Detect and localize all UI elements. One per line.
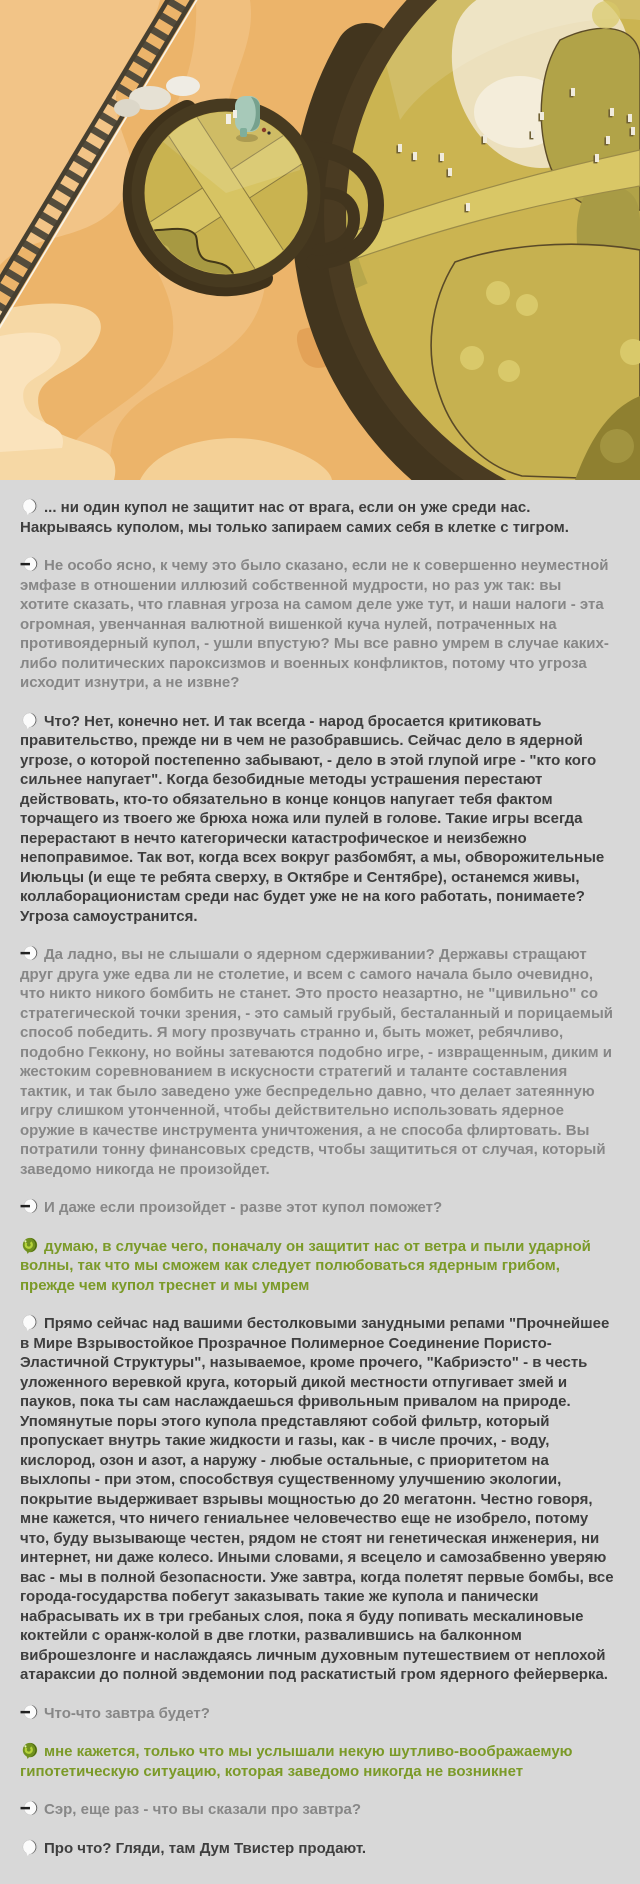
dialogue-message (20, 1800, 614, 1820)
dialogue-message (20, 945, 614, 1179)
illustration-canvas (0, 0, 640, 480)
reply-arrow-bubble-icon (20, 556, 39, 573)
speech-bubble-icon (20, 498, 39, 515)
message-text: Про что? Гляди, там Дум Твистер продают. (44, 1839, 367, 1857)
dialogue-message (20, 556, 614, 693)
reply-arrow-bubble-icon (20, 1800, 39, 1817)
message-text: Да ладно, вы не слышали о ядерном сдерживании? Державы стращают друг друга уже едва ли не столетие, и всем с самого начала было очевидно, что никто никого бомбить не станет. Это просто неазартно, не "цивильно" со стратегической точки зрения, - это самый грубый, бесталанный и порицаемый способ победить. Я могу прозвучать странно и, быть может, ребячливо, подобно Геккону, но войны затеваются подобно игре, - извращенным, диким и жестоким соревнованием в искусности стратегий и таланте составления тактик, и так было заведено уже беспредельно давно, что делает затеянную игру слишком утонченной, чтобы действительно использовать ядерное оружие в качестве инструмента уничтожения, а не способа флиртовать. Вы потратили тонну финансовых средств, чтобы защититься от случая, который заведомо никогда не произойдет. (20, 946, 613, 1178)
dialogue-message (20, 498, 614, 537)
message-text: Что? Нет, конечно нет. И так всегда - народ бросается критиковать правительство, прежде ни в чем не разобравшись. Сейчас дело в ядерной угрозе, о которой постепенно забывают, - дело в этой глупой игре - "кто кого сильнее напугает". Когда безобидные методы устрашения перестают действовать, кто-то обязательно в конце концов напугает тебя фактом торчащего из твоего же брюха ножа или пулей в голове. Такие игры всегда перерастают в нечто категорически катастрофическое и неизбежно непоправимое. Так вот, когда всех вокруг разбомбят, а мы, обворожительные Июльцы (и еще те ребята сверху, в Октябре и Сентябре), останемся живы, коллаборационистам среди нас будет уже не на кого работать, понимаете? Угроза самоустранится. (20, 712, 605, 925)
green-speech-bubble-icon (20, 1742, 39, 1759)
dialogue-message (20, 1237, 614, 1296)
message-text: И даже если произойдет - разве этот купол поможет? (44, 1199, 443, 1216)
message-text: Не особо ясно, к чему это было сказано, если не к совершенно неуместной эмфазе в отношении иллюзий собственной мудрости, но раз уж так: вы хотите сказать, что главная угроза на самом деле уже тут, и наши налоги - эта огромная, увенчанная валютной вишенкой куча нулей, потраченных на противоядерный купол, - ушли впустую? Мы все равно умрем в случае каких-либо политических пароксизмов и военных конфликтов, потому что угроза исходит изнутри, а не извне? (20, 557, 609, 691)
reply-arrow-bubble-icon (20, 1198, 39, 1215)
comic-illustration (0, 0, 640, 480)
dialogue-message (20, 1839, 614, 1859)
speech-bubble-icon (20, 712, 39, 729)
message-text: думаю, в случае чего, поначалу он защитит нас от ветра и пыли ударной волны, так что мы сможем как следует полюбоваться ядерным грибом, прежде чем купол треснет и мы умрем (20, 1237, 591, 1294)
dialogue-message (20, 1742, 614, 1781)
dialogue-message (20, 712, 614, 927)
reply-arrow-bubble-icon (20, 1704, 39, 1721)
speech-bubble-icon (20, 1314, 39, 1331)
green-speech-bubble-icon (20, 1237, 39, 1254)
message-text: мне кажется, только что мы услышали некую шутливо-воображаемую гипотетическую ситуацию, которая заведомо никогда не возникнет (20, 1743, 573, 1780)
message-text: Прямо сейчас над вашими бестолковыми занудными репами "Прочнейшее в Мире Взрывостойкое Прозрачное Полимерное Соединение Пористо-Эластичной Структуры", называемое, кроме прочего, "Кабриэсто" - в честь уложенного веревкой круга, который дикой местности отпугивает змей и пауков, пока ты сам наслаждаешься фривольным привалом на природе. Упомянутые поры этого купола представляют собой фильтр, который пропускает внутрь такие жидкости и газы, как - в числе прочих, - воду, кислород, озон и азот, а наружу - любые остальные, с приоритетом на выхлопы - при этом, способствуя существенному улучшению экологии, покрытие выдерживает взрывы мощностью до 20 мегатонн. Честно говоря, мне кажется, что ничего гениальнее человечество еще не изобрело, потому что, буду вызывающе честен, рядом не стоят ни генетическая инженерия, ни интернет, ни даже колесо. Иными словами, я всецело и самозабвенно уверяю вас - мы в полной безопасности. Уже завтра, когда полетят первые бомбы, все города-государства побегут заказывать такие же купола и панически набрасывать их в три гребаных слоя, пока я буду попивать мескалиновые коктейли с оранж-колой в две глотки, развалившись на балконном виброшезлонге и наслаждаясь личным духовным путешествием от неплохой атараксии до полной эвдемонии под раскатистый гром ядерного фейерверка. (20, 1315, 614, 1683)
reply-arrow-bubble-icon (20, 945, 39, 962)
dialogue-message (20, 1704, 614, 1724)
dialogue-transcript (0, 480, 640, 1884)
dialogue-message (20, 1314, 614, 1685)
message-text: Что-что завтра будет? (44, 1704, 210, 1722)
message-text: ... ни один купол не защитит нас от врага, если он уже среди нас. Накрываясь куполом, мы только запираем самих себя в клетке с тигром. (20, 499, 569, 536)
message-text: Сэр, еще раз - что вы сказали про завтра? (44, 1801, 362, 1818)
speech-bubble-icon (20, 1839, 39, 1856)
dialogue-message (20, 1198, 614, 1218)
